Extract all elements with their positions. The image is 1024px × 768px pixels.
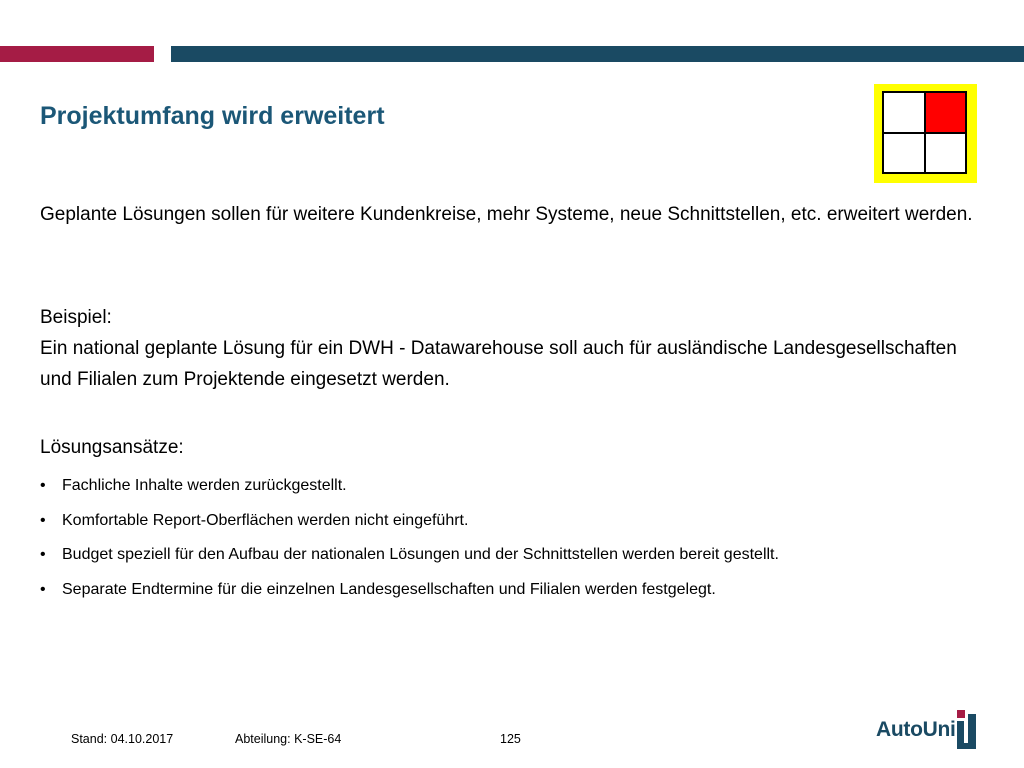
list-item-text: Separate Endtermine für die einzelnen Landesgesellschaften und Filialen werden festgelegt. xyxy=(62,580,716,598)
bullet-icon: • xyxy=(40,477,46,494)
page-title: Projektumfang wird erweitert xyxy=(40,102,385,130)
matrix-cell-bottom-right xyxy=(925,133,967,174)
example-text: Ein national geplante Lösung für ein DWH - Datawarehouse soll auch für ausländische Landesgesellschaften und Filialen zum Projektende eingesetzt werden. xyxy=(40,338,957,390)
matrix-cell-top-left xyxy=(883,92,925,133)
status-matrix-grid xyxy=(882,91,967,174)
header-accent-bar-blue xyxy=(171,46,1024,62)
example-block xyxy=(40,302,980,395)
matrix-cell-top-right xyxy=(925,92,967,133)
list-item-text: Komfortable Report-Oberflächen werden nicht eingeführt. xyxy=(62,511,469,529)
list-item-text: Budget speziell für den Aufbau der nationalen Lösungen und der Schnittstellen werden bereit gestellt. xyxy=(62,546,779,563)
list-item xyxy=(40,539,779,574)
autouni-logo-mark-icon xyxy=(956,710,982,750)
solutions-label: Lösungsansätze: xyxy=(40,437,184,458)
intro-paragraph: Geplante Lösungen sollen für weitere Kundenkreise, mehr Systeme, neue Schnittstellen, etc. erweitert werden. xyxy=(40,204,973,225)
footer-page-number: 125 xyxy=(500,732,521,746)
status-matrix xyxy=(874,84,977,183)
bullet-icon: • xyxy=(40,580,46,598)
matrix-cell-bottom-left xyxy=(883,133,925,174)
header-accent-bar-red xyxy=(0,46,154,62)
autouni-logo xyxy=(876,706,986,752)
logo-text: AutoUni xyxy=(876,718,956,741)
list-item xyxy=(40,505,779,540)
bullet-icon: • xyxy=(40,511,46,529)
footer-date: Stand: 04.10.2017 xyxy=(71,732,174,746)
list-item-text: Fachliche Inhalte werden zurückgestellt. xyxy=(62,477,347,494)
footer-department: Abteilung: K-SE-64 xyxy=(235,732,342,746)
solutions-list xyxy=(40,470,779,608)
example-label: Beispiel: xyxy=(40,307,112,328)
bullet-icon: • xyxy=(40,546,46,563)
list-item xyxy=(40,574,779,609)
list-item xyxy=(40,470,779,505)
